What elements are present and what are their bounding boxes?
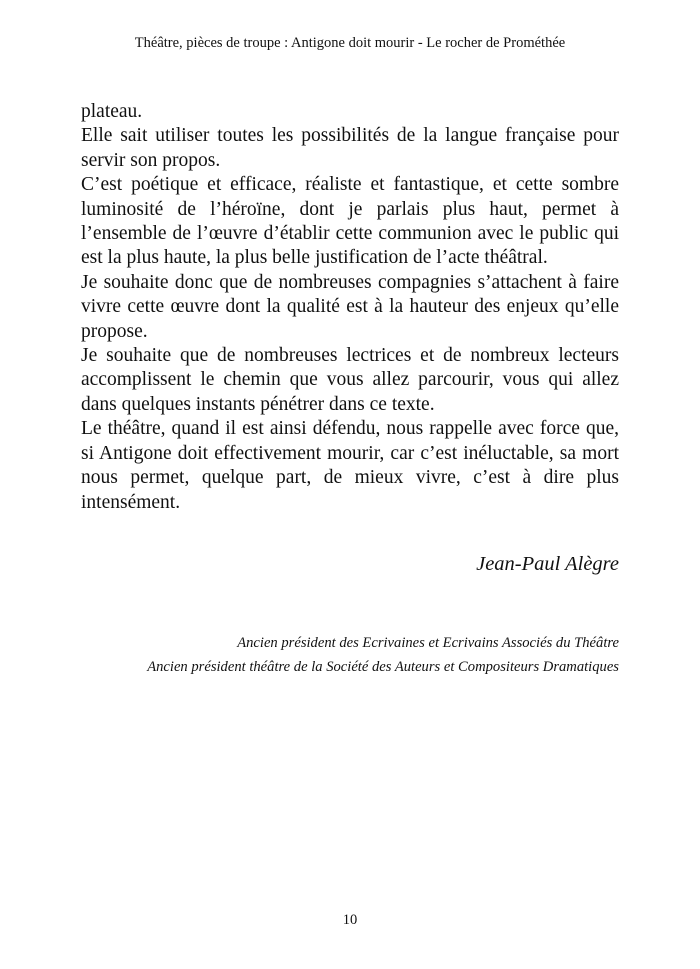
paragraph: Je souhaite que de nombreuses lectrices et de nombreux lecteurs accomplissent le chemin que vous allez parcourir, vous qui allez dans quelques instants pénétrer dans ce texte. bbox=[81, 345, 619, 415]
author-title-line: Ancien président théâtre de la Société des Auteurs et Compositeurs Dramatiques bbox=[147, 659, 619, 675]
page-number: 10 bbox=[342, 912, 358, 928]
body-text bbox=[81, 100, 619, 515]
author-titles bbox=[60, 631, 619, 679]
author-title-line: Ancien président des Ecrivaines et Ecrivains Associés du Théâtre bbox=[237, 635, 619, 651]
paragraph: Le théâtre, quand il est ainsi défendu, nous rappelle avec force que, si Antigone doit effectivement mourir, car c’est inéluctable, sa mort nous permet, quelque part, de mieux vivre, c’est à dire plus intensément. bbox=[81, 418, 619, 513]
running-header: Théâtre, pièces de troupe : Antigone doit mourir - Le rocher de Prométhée bbox=[134, 35, 566, 51]
paragraph: Elle sait utiliser toutes les possibilités de la langue française pour servir son propos. bbox=[81, 125, 619, 171]
paragraph: C’est poétique et efficace, réaliste et fantastique, et cette sombre luminosité de l’héroïne, dont je parlais plus haut, permet à l’ensemble de l’œuvre d’établir cette communion avec le public qui est la plus haute, la plus belle justification de l’acte théâtral. bbox=[81, 174, 619, 269]
paragraph: plateau. bbox=[81, 101, 143, 122]
author-signature: Jean-Paul Alègre bbox=[476, 553, 619, 575]
paragraph: Je souhaite donc que de nombreuses compagnies s’attachent à faire vivre cette œuvre dont la qualité est à la hauteur des enjeux qu’elle propose. bbox=[81, 271, 619, 342]
